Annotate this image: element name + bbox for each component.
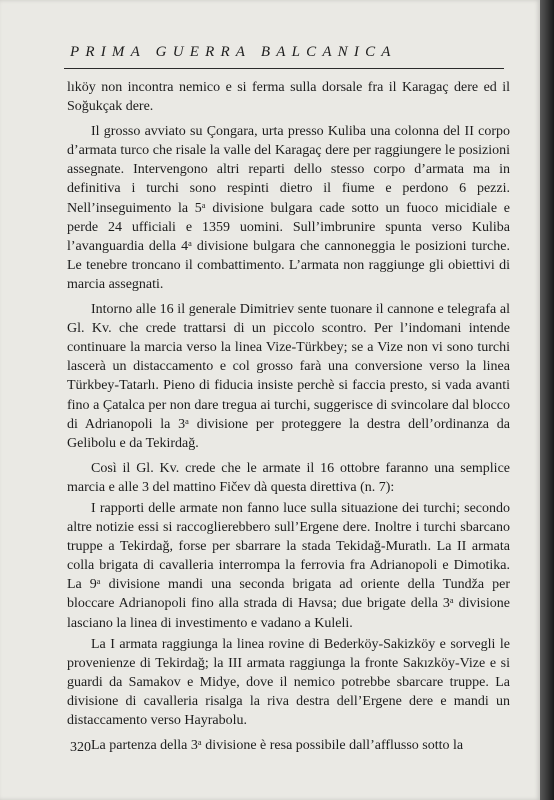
directive-paragraph-2: La I armata raggiunga la linea rovine di Bederköy-Sakizköy e sorvegli le provenienze di Tekirdağ; la III armata raggiunga la fronte Sakızköy-Vize e si guardi da Samakov e Midye, dove il nemico potrebbe sbarcare truppe. La divisione di cavalleria risalga la riva destra dell’Ergene dere e mandi un distaccamento verso Hayrabolu. [67, 636, 510, 728]
header-rule [64, 68, 504, 69]
paragraph-1: lıköy non incontra nemico e si ferma sulla dorsale fra il Karagaç dere ed il Soğukçak dere. [67, 80, 510, 115]
body-text [67, 78, 510, 755]
paragraph-last: La partenza della 3ᵃ divisione è resa possibile dall’afflusso sotto la [91, 738, 464, 754]
paragraph-2: Il grosso avviato su Çongara, urta presso Kuliba una colonna del II corpo d’armata turco che risale la valle del Karagaç dere per raggiungere le posizioni assegnate. Intervengono altri reparti dello stesso corpo d’armata ma in definitiva i turchi sono respinti dietro il fiume e perdono 6 pezzi. Nell’inseguimento la 5ᵃ divisione bulgara cade sotto un fuoco micidiale e perde 24 ufficiali e 1359 uomini. Sull’imbrunire spunta verso Kuliba l’avanguardia della 4ᵃ divisione bulgara che cannoneggia le posizioni turche. Le tenebre troncano il combattimento. L’armata non raggiunge gli obiettivi di marcia assegnati. [67, 124, 510, 292]
running-head: PRIMA GUERRA BALCANICA [70, 44, 397, 60]
page-edge-shadow [540, 0, 554, 800]
page-number: 320 [70, 740, 91, 755]
paragraph-3: Intorno alle 16 il generale Dimitriev sente tuonare il cannone e telegrafa al Gl. Kv. che crede trattarsi di un piccolo scontro. Per l’indomani intende continuare la marcia verso la linea Vize-Türkbey; se a Vize non vi sono turchi lascerà un distaccamento e col grosso farà una conversione verso la linea Türkbey-Tatarlı. Pieno di fiducia insiste perchè si faccia presto, si vada avanti fino a Çatalca per non dare tregua ai turchi, suggerisce di svincolare dal blocco di Adrianopoli la 3ᵃ divisione per proteggere la destra dell’ordinanza da Gelibolu e da Tekirdağ. [67, 302, 510, 451]
directive-paragraph-1: I rapporti delle armate non fanno luce sulla situazione dei turchi; secondo altre notizie essi si raccoglierebbero sull’Ergene dere. Inoltre i turchi sbarcano truppe a Tekirdağ, forse per sbarrare la stada Tekidağ-Muratlı. La II armata colla brigata di cavalleria interrompa la ferrovia fra Adrianopoli e Dimotika. La 9ᵃ divisione mandi una seconda brigata ad oriente della Tundža per bloccare Adrianopoli fino alla strada di Havsa; due brigate della 3ᵃ divisione lasciano la linea di investimento e vadano a Kuleli. [67, 500, 510, 631]
paragraph-4: Così il Gl. Kv. crede che le armate il 16 ottobre faranno una semplice marcia e alle 3 del mattino Fičev dà questa direttiva (n. 7): [67, 460, 510, 495]
